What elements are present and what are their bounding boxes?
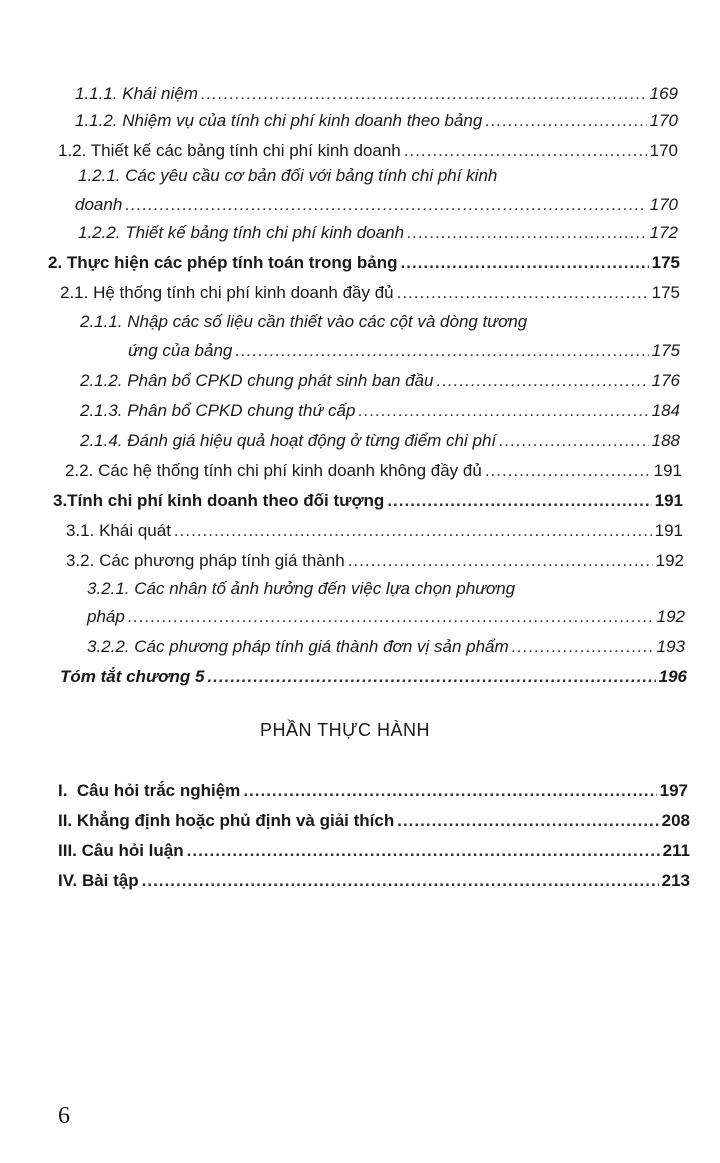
practice-entry-page: 213 — [661, 871, 690, 890]
toc-entry-page: 175 — [651, 253, 680, 272]
leader-dots — [512, 636, 654, 658]
toc-entry — [48, 252, 680, 274]
practice-entry — [58, 870, 690, 892]
practice-entry-label: I. Câu hỏi trắc nghiệm — [58, 781, 241, 800]
leader-dots — [401, 252, 649, 274]
leader-dots — [207, 666, 655, 688]
leader-dots — [499, 430, 649, 452]
practice-entry-page: 211 — [662, 841, 690, 860]
toc-entry-page: 192 — [656, 607, 685, 626]
section-heading: PHẦN THỰC HÀNH — [259, 720, 431, 740]
toc-entry-label: 3.2.2. Các phương pháp tính giá thành đơn vị sản phẩm — [87, 637, 509, 656]
practice-entry — [58, 810, 690, 832]
toc-entry-page: 191 — [654, 491, 683, 510]
toc-entry — [75, 194, 678, 216]
toc-entry — [80, 370, 680, 392]
practice-entry-label: IV. Bài tập — [58, 871, 139, 890]
leader-dots — [125, 194, 646, 216]
toc-entry-page: 169 — [649, 84, 678, 103]
toc-entry — [58, 140, 678, 162]
leader-dots — [397, 810, 658, 832]
leader-dots — [128, 606, 654, 628]
practice-entry — [58, 780, 688, 802]
toc-entry-page: 172 — [649, 223, 678, 242]
toc-entry-label: 2.1.2. Phân bổ CPKD chung phát sinh ban đầu — [80, 371, 434, 390]
toc-entry-first-line: 1.2.1. Các yêu cầu cơ bản đối với bảng tính chi phí kinh — [78, 166, 498, 185]
toc-entry — [65, 460, 682, 482]
toc-entry-label: 2.1.3. Phân bổ CPKD chung thứ cấp — [80, 401, 356, 420]
page-number: 6 — [58, 1103, 70, 1129]
toc-entry-first-line: 2.1.1. Nhập các số liệu cần thiết vào các cột và dòng tương — [80, 312, 528, 331]
leader-dots — [201, 83, 647, 105]
leader-dots — [397, 282, 649, 304]
leader-dots — [187, 840, 660, 862]
leader-dots — [142, 870, 659, 892]
toc-entry-page: 191 — [654, 521, 683, 540]
toc-entry-page: 170 — [649, 111, 678, 130]
toc-entry-page: 193 — [656, 637, 685, 656]
leader-dots — [436, 370, 648, 392]
toc-entry — [80, 400, 680, 422]
practice-entry — [58, 840, 690, 862]
leader-dots — [235, 340, 648, 362]
toc-entry — [66, 520, 683, 542]
toc-entry — [60, 666, 687, 688]
toc-entry-label: 1.2. Thiết kế các bảng tính chi phí kinh doanh — [58, 141, 401, 160]
toc-entry-label: doanh — [75, 195, 123, 214]
leader-dots — [404, 140, 647, 162]
toc-entry-page: 188 — [651, 431, 680, 450]
toc-entry-page: 184 — [651, 401, 680, 420]
toc-entry — [128, 340, 680, 362]
toc-entry-label: 3.Tính chi phí kinh doanh theo đối tượng — [53, 491, 385, 510]
leader-dots — [485, 110, 646, 132]
toc-entry-page: 175 — [651, 283, 680, 302]
toc-entry — [66, 550, 684, 572]
practice-entry-page: 208 — [661, 811, 690, 830]
toc-entry-page: 191 — [653, 461, 682, 480]
toc-entry-label: 2.1.4. Đánh giá hiệu quả hoạt động ở từng điểm chi phí — [80, 431, 497, 450]
toc-entry-page: 170 — [649, 141, 678, 160]
toc-entry-page: 175 — [651, 341, 680, 360]
leader-dots — [407, 222, 647, 244]
practice-entry-label: II. Khẳng định hoặc phủ định và giải thích — [58, 811, 395, 830]
toc-entry — [53, 490, 683, 512]
leader-dots — [174, 520, 652, 542]
toc-entry-label: 2. Thực hiện các phép tính toán trong bảng — [48, 253, 398, 272]
toc-entry-first-line: 3.2.1. Các nhân tố ảnh hưởng đến việc lựa chọn phương — [87, 579, 516, 598]
practice-entry-label: III. Câu hỏi luận — [58, 841, 184, 860]
toc-entry-label: 1.2.2. Thiết kế bảng tính chi phí kinh doanh — [78, 223, 405, 242]
toc-entry — [78, 222, 678, 244]
toc-entry-label: Tóm tắt chương 5 — [60, 667, 205, 686]
toc-entry — [80, 430, 680, 452]
toc-entry — [87, 636, 685, 658]
toc-entry — [60, 282, 680, 304]
toc-entry-label: pháp — [87, 607, 125, 626]
practice-entry-page: 197 — [659, 781, 688, 800]
toc-entry — [75, 83, 678, 105]
toc-entry — [87, 606, 685, 628]
toc-entry-label: ứng của bảng — [128, 341, 233, 360]
toc-entry-label: 2.2. Các hệ thống tính chi phí kinh doanh không đầy đủ — [65, 461, 482, 480]
leader-dots — [243, 780, 656, 802]
toc-entry-label: 1.1.1. Khái niệm — [75, 84, 198, 103]
toc-entry-page: 170 — [649, 195, 678, 214]
toc-entry — [75, 110, 678, 132]
leader-dots — [348, 550, 653, 572]
leader-dots — [387, 490, 651, 512]
toc-entry-label: 1.1.2. Nhiệm vụ của tính chi phí kinh doanh theo bảng — [75, 111, 483, 130]
toc-entry-label: 2.1. Hệ thống tính chi phí kinh doanh đầy đủ — [60, 283, 394, 302]
toc-entry-label: 3.1. Khái quát — [66, 521, 171, 540]
toc-entry-label: 3.2. Các phương pháp tính giá thành — [66, 551, 345, 570]
leader-dots — [485, 460, 651, 482]
toc-entry-page: 176 — [651, 371, 680, 390]
leader-dots — [358, 400, 648, 422]
toc-entry-page: 196 — [658, 667, 687, 686]
toc-entry-page: 192 — [655, 551, 684, 570]
